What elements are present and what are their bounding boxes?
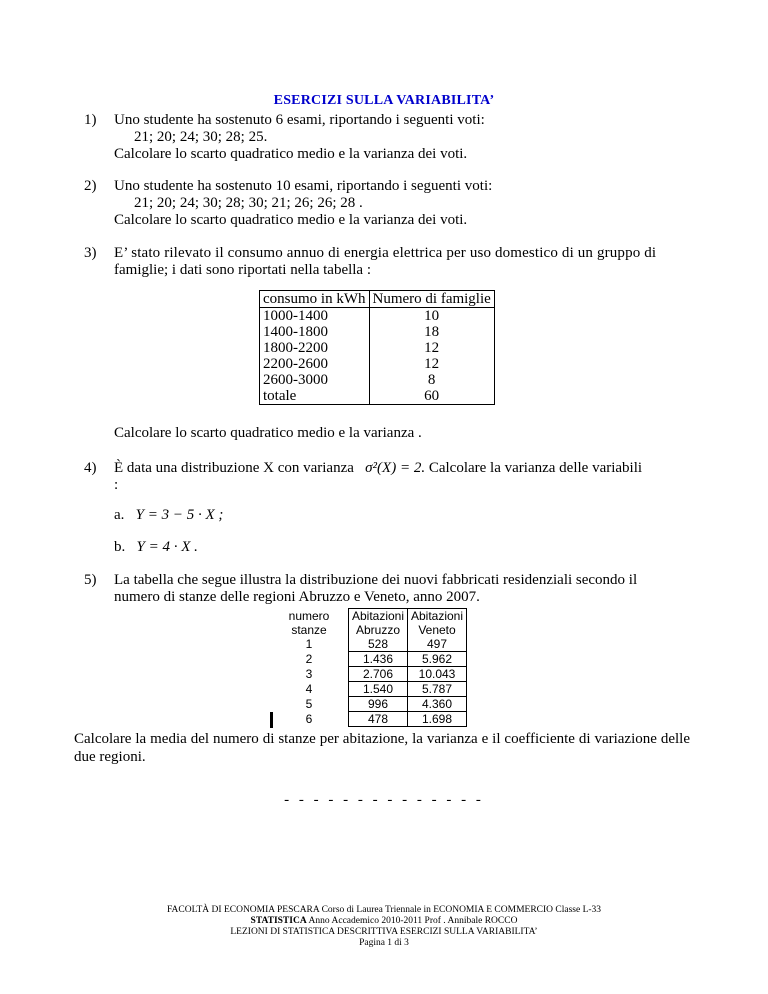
exercise-values: 21; 20; 24; 30; 28; 25.	[134, 129, 268, 145]
exercise-instruction: Calcolare lo scarto quadratico medio e la varianza .	[114, 425, 422, 441]
table-cell: totale	[260, 388, 370, 405]
page-title: ESERCIZI SULLA VARIABILITA’	[273, 93, 495, 108]
table-cell: 10	[369, 308, 494, 325]
table-row	[270, 712, 467, 727]
exercise-text-cont: famiglie; i dati sono riportati nella tabella :	[114, 262, 372, 278]
table-cell: 12	[369, 356, 494, 372]
table-cell: 10.043	[408, 667, 467, 682]
table-row	[270, 652, 467, 667]
table-header-cell: Abitazioni	[408, 609, 467, 624]
footer-line: LEZIONI DI STATISTICA DESCRITTIVA ESERCIZI SULLA VARIABILITA’	[230, 927, 538, 937]
separator-dashes: - - - - - - - - - - - - - -	[284, 792, 484, 808]
table-row	[270, 697, 467, 712]
table-cell: 1.698	[408, 712, 467, 727]
table-cell: 1.540	[349, 682, 408, 697]
exercise-text-cont: Calcolare la varianza delle variabili	[428, 460, 643, 476]
energy-consumption-table	[259, 290, 495, 405]
housing-rooms-table	[270, 608, 467, 727]
exercise-instruction: Calcolare lo scarto quadratico medio e la varianza dei voti.	[114, 212, 468, 228]
exercise-text-cont: numero di stanze delle regioni Abruzzo e Veneto, anno 2007.	[114, 589, 480, 605]
table-cell: 528	[349, 637, 408, 652]
table-cell: 1000-1400	[260, 308, 370, 325]
table-cell: 12	[369, 340, 494, 356]
table-cell: 2	[305, 652, 313, 666]
table-header-cell: Abitazioni	[349, 609, 408, 624]
table-header-row	[260, 291, 495, 308]
exercise-text: La tabella che segue illustra la distribuzione dei nuovi fabbricati residenziali secondo il	[114, 572, 638, 588]
exercise-number: 1)	[84, 112, 97, 128]
exercise-number: 5)	[84, 572, 97, 588]
exercise-instruction: Calcolare la media del numero di stanze per abitazione, la varianza e il coefficiente di variazione delle due regioni.	[74, 731, 690, 765]
item-formula: Y = 4 · X .	[136, 539, 198, 555]
table-row	[260, 308, 495, 325]
table-row	[260, 356, 495, 372]
exercise-text: È data una distribuzione X con varianza	[114, 460, 354, 476]
exercise-4-item-b	[114, 539, 714, 556]
table-header-cell: Numero di famiglie	[369, 291, 494, 308]
table-header-cell: consumo in kWh	[260, 291, 370, 308]
table-row	[270, 682, 467, 697]
item-label: a.	[114, 507, 125, 523]
table-cell: 8	[369, 372, 494, 388]
footer-course-info: Anno Accademico 2010-2011 Prof . Annibale ROCCO	[306, 916, 518, 926]
item-label: b.	[114, 539, 126, 555]
exercise-instruction: Calcolare lo scarto quadratico medio e la varianza dei voti.	[114, 146, 468, 162]
table-cell: 4	[305, 682, 313, 696]
table-header-cell: Veneto	[408, 623, 467, 637]
table-row	[270, 637, 467, 652]
table-edge-mark	[270, 712, 273, 728]
table-row	[260, 340, 495, 356]
table-cell: 478	[349, 712, 408, 727]
table-row	[260, 372, 495, 388]
exercise-4-item-a	[114, 507, 714, 524]
footer-line: FACOLTÀ DI ECONOMIA PESCARA Corso di Laurea Triennale in ECONOMIA E COMMERCIO Classe L-33	[166, 905, 602, 915]
table-cell: 1800-2200	[260, 340, 370, 356]
page-number: Pagina 1 di 3	[359, 938, 409, 948]
exercise-number: 3)	[84, 245, 97, 261]
table-cell: 6	[305, 712, 313, 726]
table-cell: 1.436	[349, 652, 408, 667]
exercise-text: Uno studente ha sostenuto 6 esami, riportando i seguenti voti:	[114, 112, 485, 128]
footer-course: STATISTICA	[250, 916, 307, 926]
exercise-text-colon: :	[114, 477, 119, 493]
footer-line	[0, 916, 768, 927]
table-row	[260, 324, 495, 340]
table-cell: 2600-3000	[260, 372, 370, 388]
exercise-values: 21; 20; 24; 30; 28; 30; 21; 26; 26; 28 .	[134, 195, 363, 211]
table-cell: 497	[408, 637, 467, 652]
item-formula: Y = 3 − 5 · X ;	[135, 507, 224, 523]
table-cell: 4.360	[408, 697, 467, 712]
table-cell: 2200-2600	[260, 356, 370, 372]
table-cell: 5	[305, 697, 313, 711]
table-row-total	[260, 388, 495, 405]
table-cell: 1	[305, 637, 313, 652]
table-cell: 2.706	[349, 667, 408, 682]
table-header-row	[270, 609, 467, 624]
table-cell: 60	[369, 388, 494, 405]
variance-formula: σ²(X) = 2.	[365, 460, 426, 476]
table-row	[270, 667, 467, 682]
exercise-number: 4)	[84, 460, 97, 476]
table-cell: 5.962	[408, 652, 467, 667]
exercise-number: 2)	[84, 178, 97, 194]
table-cell: 5.787	[408, 682, 467, 697]
table-header-row	[270, 623, 467, 637]
table-header-cell: numero	[288, 608, 330, 623]
table-cell: 3	[305, 667, 313, 681]
table-header-cell: Abruzzo	[349, 623, 408, 637]
table-cell: 996	[349, 697, 408, 712]
table-header-cell: stanze	[291, 623, 327, 637]
page-footer	[0, 905, 768, 949]
exercise-text: E’ stato rilevato il consumo annuo di energia elettrica per uso domestico di un gruppo di	[114, 245, 657, 261]
table-cell: 18	[369, 324, 494, 340]
exercise-text: Uno studente ha sostenuto 10 esami, riportando i seguenti voti:	[114, 178, 493, 194]
table-cell: 1400-1800	[260, 324, 370, 340]
